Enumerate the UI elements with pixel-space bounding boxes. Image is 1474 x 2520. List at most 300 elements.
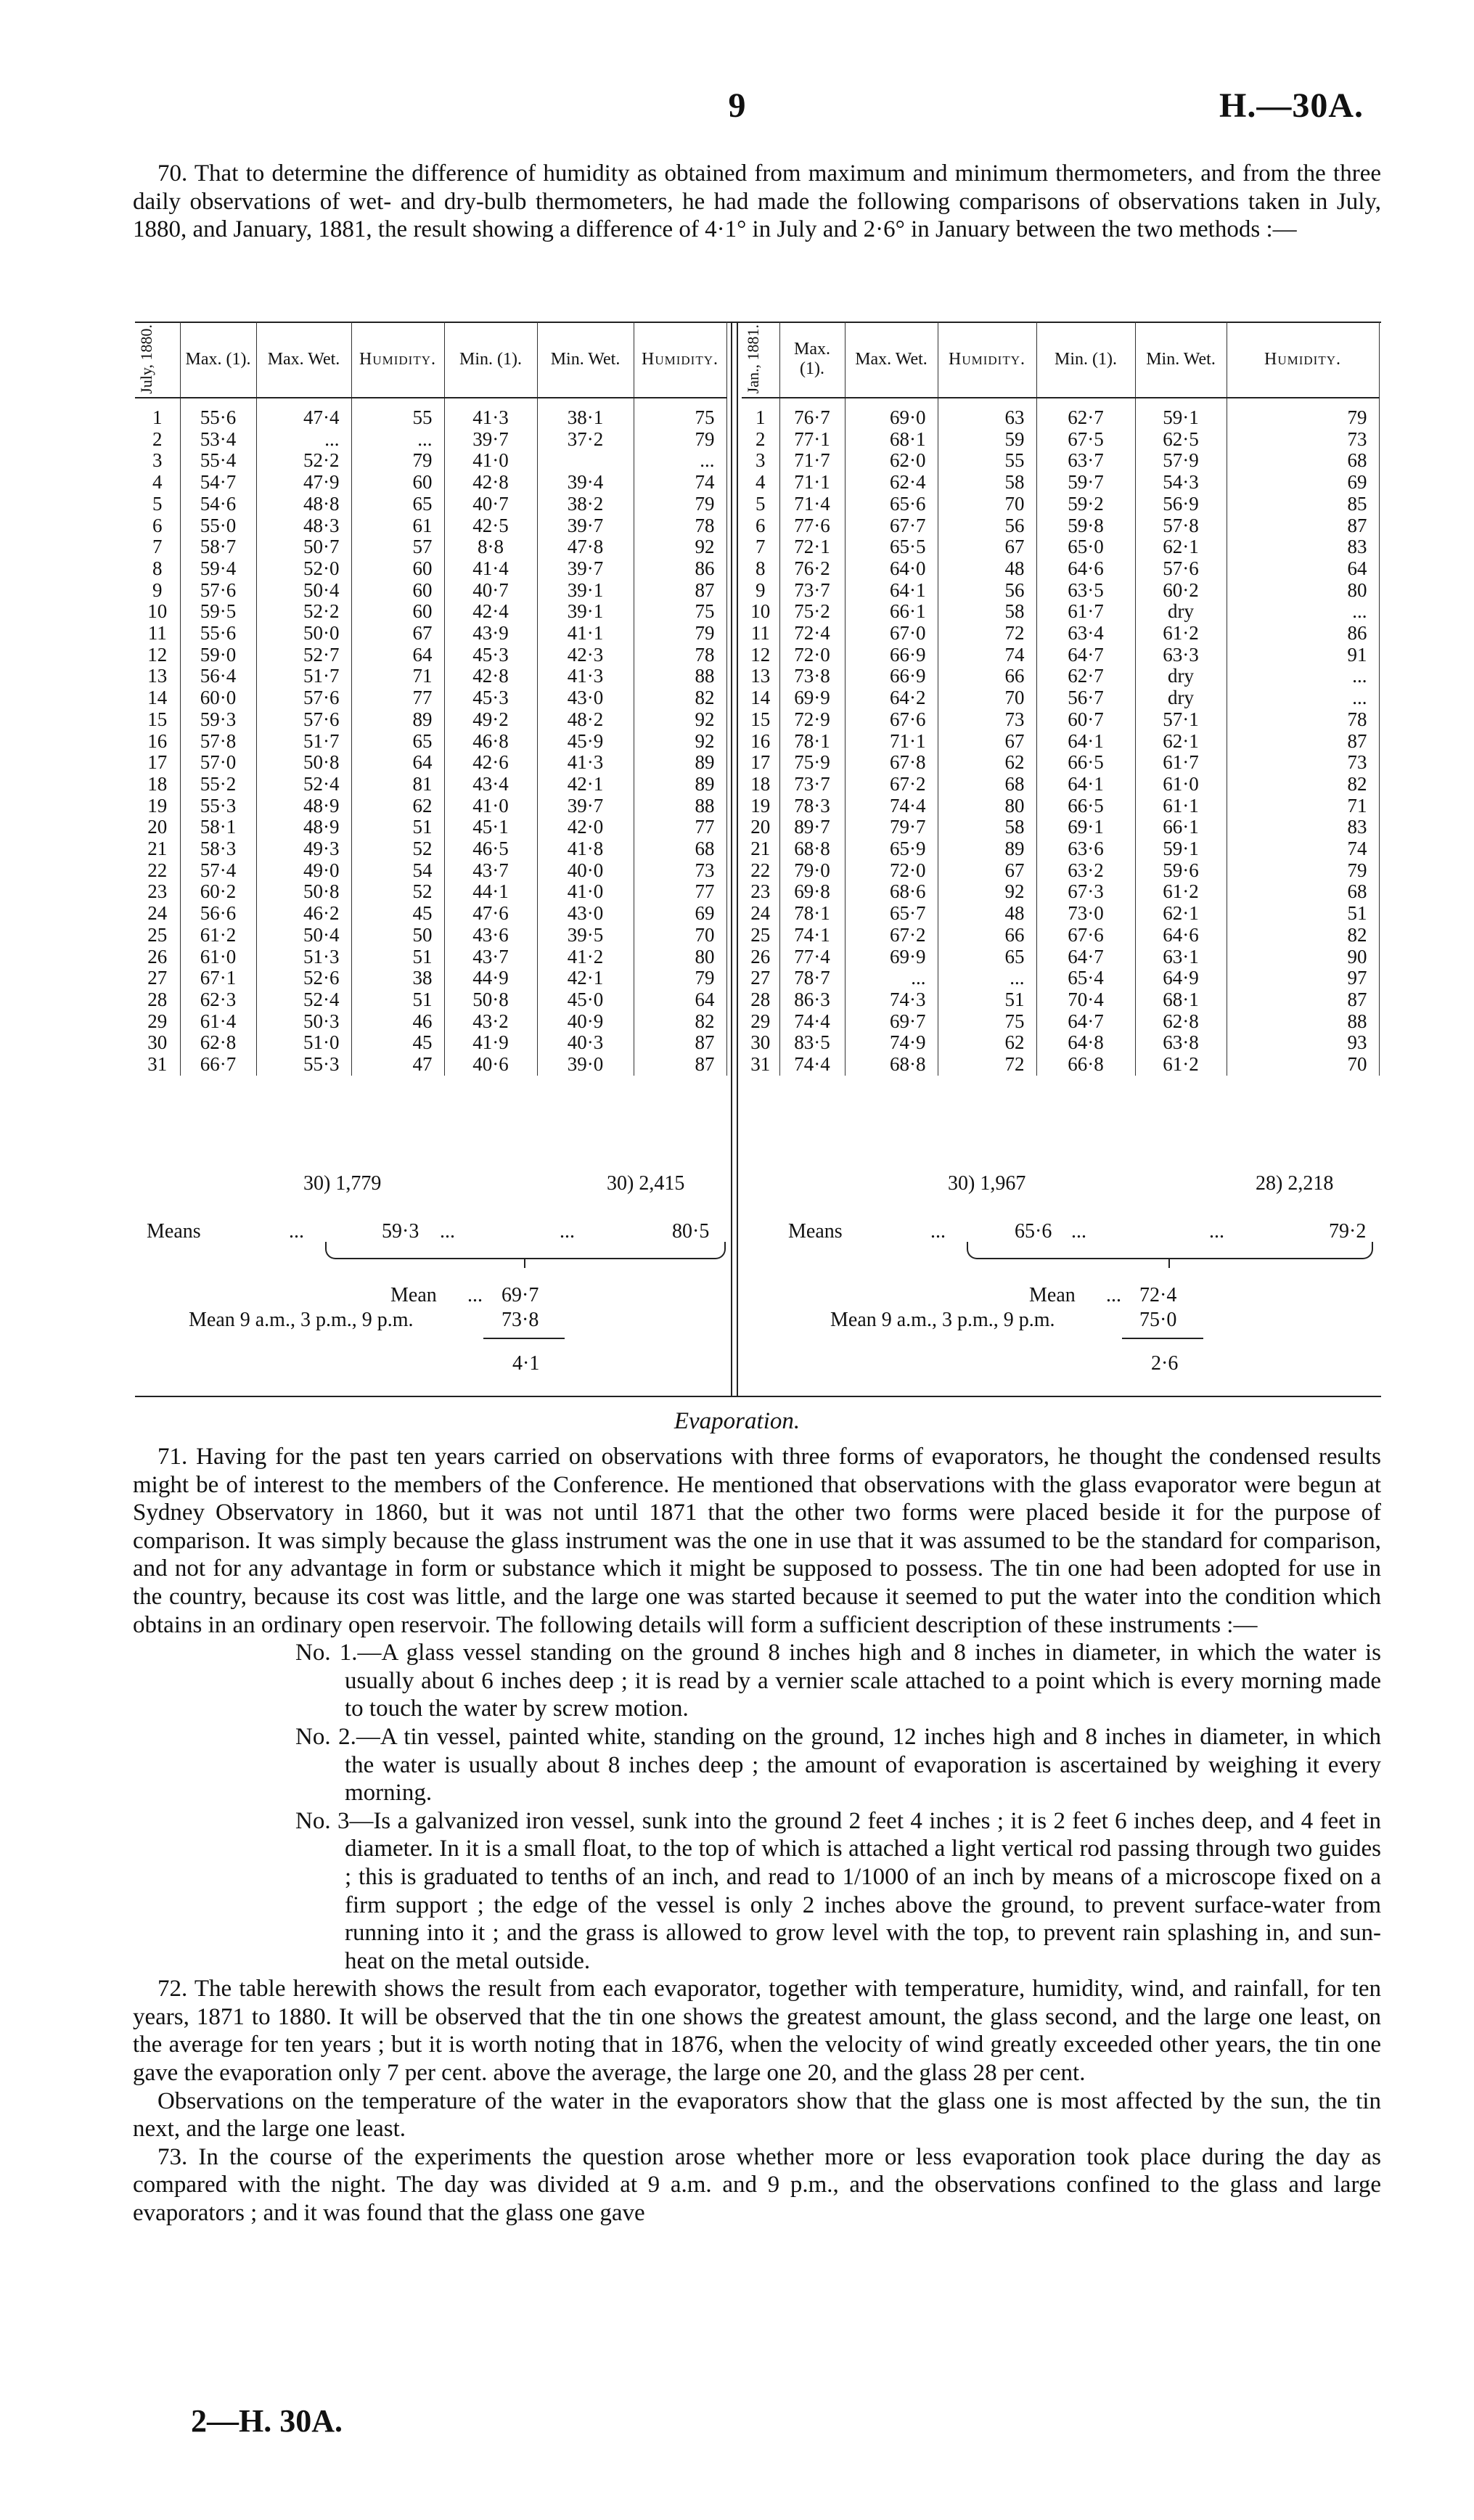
left-cell-max: 55·2 bbox=[180, 774, 256, 795]
table-row bbox=[135, 946, 726, 968]
left-cell-minwet: 42·1 bbox=[537, 774, 634, 795]
right-cell-max: 76·2 bbox=[779, 558, 845, 580]
right-cell-hum2: 87 bbox=[1227, 989, 1379, 1011]
page-reference: H.—30A. bbox=[1219, 86, 1364, 125]
left-cell-min: 42·6 bbox=[444, 752, 537, 774]
table-row bbox=[742, 666, 1379, 687]
right-cell-minwet: 62·8 bbox=[1135, 1011, 1227, 1033]
right-cell-max: 72·4 bbox=[779, 623, 845, 645]
right-cell-minwet: 64·6 bbox=[1135, 925, 1227, 946]
table-row bbox=[742, 623, 1379, 645]
july-means-dots: ... bbox=[289, 1220, 304, 1243]
table-row bbox=[135, 494, 726, 515]
right-cell-max: 78·7 bbox=[779, 968, 845, 989]
right-cell-hum1: 66 bbox=[938, 925, 1036, 946]
left-cell-hum1: 55 bbox=[351, 398, 444, 429]
table-row bbox=[742, 687, 1379, 709]
right-cell-hum1: 58 bbox=[938, 817, 1036, 838]
january-means-label: Means bbox=[788, 1220, 843, 1243]
left-cell-days: 16 bbox=[135, 731, 180, 753]
right-cell-max: 77·6 bbox=[779, 515, 845, 537]
left-cell-days: 5 bbox=[135, 494, 180, 515]
right-cell-maxwet: 74·3 bbox=[845, 989, 938, 1011]
right-cell-hum1: 62 bbox=[938, 1032, 1036, 1054]
right-cell-maxwet: 67·2 bbox=[845, 925, 938, 946]
january-mean-label: Mean bbox=[1029, 1284, 1076, 1306]
right-cell-maxwet: 65·6 bbox=[845, 494, 938, 515]
right-cell-hum1: 58 bbox=[938, 472, 1036, 494]
left-cell-hum2: 77 bbox=[634, 817, 726, 838]
left-cell-min: 41·4 bbox=[444, 558, 537, 580]
right-cell-hum2: 73 bbox=[1227, 429, 1379, 451]
left-cell-hum1: 71 bbox=[351, 666, 444, 687]
left-cell-hum1: 52 bbox=[351, 881, 444, 903]
right-cell-min: 64·7 bbox=[1036, 1011, 1135, 1033]
left-cell-maxwet: 51·0 bbox=[256, 1032, 351, 1054]
table-row bbox=[135, 687, 726, 709]
right-cell-days: 23 bbox=[742, 881, 779, 903]
right-cell-minwet: 61·2 bbox=[1135, 623, 1227, 645]
table-row bbox=[135, 795, 726, 817]
paragraph-71: 71. Having for the past ten years carried on observations with three forms of evaporators, he thought the condensed results might be of interest to the members of the Conference. He mentioned that observations with the glass evaporator were begun at Sydney Observatory in 1860, but it was not until 1871 that the other two forms were placed beside it for the purpose of comparison. It was simply because the glass instrument was the one in use that it was assumed to be the standard for comparison, and not for any advantage in form or substance which it might be supposed to possess. The tin one had been adopted for use in the country, because its cost was little, and the large one was started because it seemed to put the water into the condition which obtains in an ordinary open reservoir. The following details will form a sufficient description of these instruments :— bbox=[133, 1444, 1381, 1638]
left-cell-max: 57·6 bbox=[180, 580, 256, 602]
right-cell-max: 75·9 bbox=[779, 752, 845, 774]
right-cell-hum2: 85 bbox=[1227, 494, 1379, 515]
right-cell-min: 62·7 bbox=[1036, 398, 1135, 429]
left-cell-max: 54·7 bbox=[180, 472, 256, 494]
left-cell-maxwet: 51·7 bbox=[256, 666, 351, 687]
right-cell-max: 86·3 bbox=[779, 989, 845, 1011]
left-cell-hum2: ... bbox=[634, 450, 726, 472]
left-cell-hum2: 74 bbox=[634, 472, 726, 494]
january-mean9-value: 75·0 bbox=[1139, 1309, 1177, 1331]
right-cell-min: 59·7 bbox=[1036, 472, 1135, 494]
table-row bbox=[742, 494, 1379, 515]
left-cell-max: 55·6 bbox=[180, 623, 256, 645]
left-cell-days: 20 bbox=[135, 817, 180, 838]
left-cell-hum1: 45 bbox=[351, 903, 444, 925]
right-cell-minwet: 64·9 bbox=[1135, 968, 1227, 989]
right-cell-days: 3 bbox=[742, 450, 779, 472]
left-cell-hum2: 73 bbox=[634, 860, 726, 882]
left-cell-minwet: 43·0 bbox=[537, 903, 634, 925]
january-total-max: 30) 1,967 bbox=[948, 1172, 1026, 1195]
right-cell-maxwet: 67·8 bbox=[845, 752, 938, 774]
left-cell-days: 15 bbox=[135, 709, 180, 731]
right-cell-hum2: 87 bbox=[1227, 731, 1379, 753]
left-cell-min: 41·0 bbox=[444, 795, 537, 817]
left-cell-hum2: 92 bbox=[634, 731, 726, 753]
right-cell-min: 67·5 bbox=[1036, 429, 1135, 451]
left-cell-hum2: 86 bbox=[634, 558, 726, 580]
left-cell-days: 12 bbox=[135, 645, 180, 666]
right-cell-hum2: 64 bbox=[1227, 558, 1379, 580]
right-cell-hum1: 92 bbox=[938, 881, 1036, 903]
left-cell-hum2: 64 bbox=[634, 989, 726, 1011]
right-cell-days: 30 bbox=[742, 1032, 779, 1054]
left-cell-hum1: 51 bbox=[351, 946, 444, 968]
left-cell-min: 42·8 bbox=[444, 666, 537, 687]
right-cell-maxwet: 65·5 bbox=[845, 536, 938, 558]
left-cell-hum2: 78 bbox=[634, 645, 726, 666]
table-center-divider bbox=[731, 322, 738, 1396]
left-cell-min: 47·6 bbox=[444, 903, 537, 925]
right-cell-minwet: 61·1 bbox=[1135, 795, 1227, 817]
left-cell-hum2: 89 bbox=[634, 752, 726, 774]
right-cell-minwet: 56·9 bbox=[1135, 494, 1227, 515]
right-cell-max: 75·2 bbox=[779, 601, 845, 623]
left-cell-minwet: 37·2 bbox=[537, 429, 634, 451]
left-cell-hum1: 62 bbox=[351, 795, 444, 817]
right-cell-maxwet: 64·1 bbox=[845, 580, 938, 602]
right-cell-days: 29 bbox=[742, 1011, 779, 1033]
left-header-1: Max. (1). bbox=[180, 322, 256, 398]
right-cell-days: 6 bbox=[742, 515, 779, 537]
left-cell-hum1: 60 bbox=[351, 580, 444, 602]
left-cell-max: 56·6 bbox=[180, 903, 256, 925]
right-cell-maxwet: 74·4 bbox=[845, 795, 938, 817]
table-row bbox=[742, 450, 1379, 472]
left-cell-maxwet: 50·7 bbox=[256, 536, 351, 558]
left-cell-minwet: 41·3 bbox=[537, 666, 634, 687]
table-row bbox=[135, 536, 726, 558]
table-row bbox=[742, 429, 1379, 451]
right-cell-max: 71·1 bbox=[779, 472, 845, 494]
january-mean-max: 65·6 bbox=[1015, 1220, 1052, 1243]
right-cell-days: 20 bbox=[742, 817, 779, 838]
table-row bbox=[135, 472, 726, 494]
right-cell-min: 63·4 bbox=[1036, 623, 1135, 645]
left-cell-days: 7 bbox=[135, 536, 180, 558]
right-cell-hum1: 51 bbox=[938, 989, 1036, 1011]
right-cell-minwet: 60·2 bbox=[1135, 580, 1227, 602]
left-cell-maxwet: 52·0 bbox=[256, 558, 351, 580]
left-cell-days: 11 bbox=[135, 623, 180, 645]
paragraph-70-text: 70. That to determine the difference of humidity as obtained from maximum and minimum thermometers, and from the three daily observations of wet- and dry-bulb thermometers, he had made the following comparisons of observations taken in July, 1880, and January, 1881, the result showing a difference of 4·1° in July and 2·6° in January between the two methods :— bbox=[133, 160, 1381, 243]
table-row bbox=[135, 1032, 726, 1054]
left-cell-hum1: ... bbox=[351, 429, 444, 451]
right-cell-min: 63·5 bbox=[1036, 580, 1135, 602]
left-cell-minwet: 39·0 bbox=[537, 1054, 634, 1076]
left-cell-hum2: 70 bbox=[634, 925, 726, 946]
left-cell-hum1: 77 bbox=[351, 687, 444, 709]
left-cell-days: 1 bbox=[135, 398, 180, 429]
left-cell-minwet: 39·7 bbox=[537, 795, 634, 817]
left-cell-hum2: 92 bbox=[634, 709, 726, 731]
right-cell-min: 66·5 bbox=[1036, 752, 1135, 774]
left-cell-days: 18 bbox=[135, 774, 180, 795]
right-cell-hum1: 58 bbox=[938, 601, 1036, 623]
right-cell-max: 69·9 bbox=[779, 687, 845, 709]
right-cell-min: 65·0 bbox=[1036, 536, 1135, 558]
right-cell-days: 17 bbox=[742, 752, 779, 774]
left-cell-days: 9 bbox=[135, 580, 180, 602]
right-cell-hum2: 70 bbox=[1227, 1054, 1379, 1076]
right-cell-maxwet: 66·9 bbox=[845, 645, 938, 666]
right-cell-hum1: 70 bbox=[938, 494, 1036, 515]
right-cell-minwet: dry bbox=[1135, 687, 1227, 709]
right-cell-hum2: ... bbox=[1227, 687, 1379, 709]
july-mean-value: 69·7 bbox=[501, 1284, 539, 1306]
left-cell-minwet: 40·0 bbox=[537, 860, 634, 882]
right-cell-max: 71·4 bbox=[779, 494, 845, 515]
january-header-row bbox=[742, 322, 1379, 398]
left-cell-min: 49·2 bbox=[444, 709, 537, 731]
right-cell-days: 28 bbox=[742, 989, 779, 1011]
table-row bbox=[742, 515, 1379, 537]
right-cell-maxwet: 62·4 bbox=[845, 472, 938, 494]
left-cell-maxwet: 52·4 bbox=[256, 774, 351, 795]
right-cell-days: 9 bbox=[742, 580, 779, 602]
left-cell-hum2: 79 bbox=[634, 429, 726, 451]
left-cell-days: 29 bbox=[135, 1011, 180, 1033]
table-row bbox=[135, 838, 726, 860]
right-cell-hum2: 71 bbox=[1227, 795, 1379, 817]
left-cell-days: 31 bbox=[135, 1054, 180, 1076]
right-cell-min: 66·5 bbox=[1036, 795, 1135, 817]
january-table bbox=[742, 322, 1380, 1076]
left-header-2: Max. Wet. bbox=[256, 322, 351, 398]
july-brace bbox=[325, 1242, 726, 1259]
january-means-dots-3: ... bbox=[1209, 1220, 1224, 1243]
page-number: 9 bbox=[728, 86, 746, 125]
right-cell-minwet: 62·1 bbox=[1135, 536, 1227, 558]
left-cell-maxwet: 50·0 bbox=[256, 623, 351, 645]
table-row bbox=[135, 709, 726, 731]
right-cell-maxwet: 67·6 bbox=[845, 709, 938, 731]
table-row bbox=[742, 925, 1379, 946]
right-cell-minwet: 63·3 bbox=[1135, 645, 1227, 666]
left-cell-days: 22 bbox=[135, 860, 180, 882]
left-cell-min: 8·8 bbox=[444, 536, 537, 558]
right-cell-maxwet: 66·9 bbox=[845, 666, 938, 687]
right-cell-max: 74·1 bbox=[779, 925, 845, 946]
left-cell-min: 43·4 bbox=[444, 774, 537, 795]
instrument-no-2: No. 2.—A tin vessel, painted white, standing on the ground, 12 inches high and 8 inches in diameter, in which the water is usually about 8 inches deep ; the amount of evaporation is ascertained by weighing it every morning. bbox=[295, 1723, 1381, 1807]
right-cell-minwet: 57·1 bbox=[1135, 709, 1227, 731]
right-cell-min: 63·2 bbox=[1036, 860, 1135, 882]
right-cell-hum2: 51 bbox=[1227, 903, 1379, 925]
right-cell-hum1: 89 bbox=[938, 838, 1036, 860]
left-cell-min: 45·1 bbox=[444, 817, 537, 838]
right-cell-hum2: 83 bbox=[1227, 817, 1379, 838]
right-cell-hum1: 48 bbox=[938, 558, 1036, 580]
table-row bbox=[135, 860, 726, 882]
right-cell-hum1: 48 bbox=[938, 903, 1036, 925]
right-cell-maxwet: 62·0 bbox=[845, 450, 938, 472]
right-cell-hum1: 74 bbox=[938, 645, 1036, 666]
january-mean-min: 79·2 bbox=[1329, 1220, 1367, 1243]
left-cell-hum1: 57 bbox=[351, 536, 444, 558]
right-cell-maxwet: 71·1 bbox=[845, 731, 938, 753]
right-cell-minwet: dry bbox=[1135, 601, 1227, 623]
right-cell-min: 64·1 bbox=[1036, 774, 1135, 795]
left-cell-maxwet: 51·7 bbox=[256, 731, 351, 753]
left-cell-hum2: 79 bbox=[634, 968, 726, 989]
table-row bbox=[742, 472, 1379, 494]
left-cell-hum2: 78 bbox=[634, 515, 726, 537]
left-cell-min: 40·7 bbox=[444, 494, 537, 515]
table-row bbox=[742, 903, 1379, 925]
left-cell-days: 2 bbox=[135, 429, 180, 451]
left-cell-minwet: 41·2 bbox=[537, 946, 634, 968]
paragraph-72-continued: Observations on the temperature of the water in the evaporators show that the glass one is most affected by the sun, the tin next, and the large one least. bbox=[133, 2087, 1381, 2143]
right-cell-days: 11 bbox=[742, 623, 779, 645]
right-cell-max: 89·7 bbox=[779, 817, 845, 838]
left-cell-min: 43·2 bbox=[444, 1011, 537, 1033]
left-cell-hum1: 50 bbox=[351, 925, 444, 946]
left-cell-days: 23 bbox=[135, 881, 180, 903]
left-cell-hum2: 87 bbox=[634, 1032, 726, 1054]
left-cell-maxwet: 49·3 bbox=[256, 838, 351, 860]
left-cell-min: 43·6 bbox=[444, 925, 537, 946]
left-cell-minwet: 47·8 bbox=[537, 536, 634, 558]
table-row bbox=[742, 860, 1379, 882]
left-cell-max: 62·3 bbox=[180, 989, 256, 1011]
right-cell-maxwet: 67·2 bbox=[845, 774, 938, 795]
table-row bbox=[742, 1054, 1379, 1076]
right-header-4: Min. (1). bbox=[1036, 322, 1135, 398]
right-cell-hum1: 67 bbox=[938, 536, 1036, 558]
left-cell-maxwet: 50·3 bbox=[256, 1011, 351, 1033]
right-cell-max: 77·1 bbox=[779, 429, 845, 451]
right-cell-hum2: 79 bbox=[1227, 398, 1379, 429]
left-cell-minwet: 45·9 bbox=[537, 731, 634, 753]
left-cell-maxwet: 51·3 bbox=[256, 946, 351, 968]
table-row bbox=[742, 398, 1379, 429]
table-row bbox=[742, 989, 1379, 1011]
table-row bbox=[742, 946, 1379, 968]
table-row bbox=[135, 601, 726, 623]
july-mean-label: Mean bbox=[390, 1284, 437, 1306]
left-cell-hum2: 68 bbox=[634, 838, 726, 860]
left-cell-min: 43·7 bbox=[444, 946, 537, 968]
left-cell-hum1: 51 bbox=[351, 989, 444, 1011]
left-cell-hum1: 45 bbox=[351, 1032, 444, 1054]
table-row bbox=[135, 558, 726, 580]
right-cell-maxwet: 68·6 bbox=[845, 881, 938, 903]
right-cell-min: 63·6 bbox=[1036, 838, 1135, 860]
right-cell-max: 74·4 bbox=[779, 1011, 845, 1033]
left-cell-hum2: 87 bbox=[634, 580, 726, 602]
left-cell-minwet: 39·5 bbox=[537, 925, 634, 946]
left-cell-maxwet: 57·6 bbox=[256, 709, 351, 731]
right-cell-minwet: 63·1 bbox=[1135, 946, 1227, 968]
left-cell-hum1: 65 bbox=[351, 731, 444, 753]
table-row bbox=[742, 795, 1379, 817]
left-cell-max: 57·4 bbox=[180, 860, 256, 882]
left-cell-minwet: 39·1 bbox=[537, 601, 634, 623]
left-cell-days: 14 bbox=[135, 687, 180, 709]
right-cell-days: 13 bbox=[742, 666, 779, 687]
left-cell-max: 58·7 bbox=[180, 536, 256, 558]
left-cell-hum1: 67 bbox=[351, 623, 444, 645]
table-row bbox=[135, 398, 726, 429]
right-cell-min: 59·2 bbox=[1036, 494, 1135, 515]
right-cell-min: 64·7 bbox=[1036, 645, 1135, 666]
left-cell-max: 66·7 bbox=[180, 1054, 256, 1076]
left-header-period: July, 1880. bbox=[137, 324, 155, 394]
july-total-min: 30) 2,415 bbox=[607, 1172, 685, 1195]
right-cell-hum1: ... bbox=[938, 968, 1036, 989]
right-cell-days: 15 bbox=[742, 709, 779, 731]
right-cell-hum2: 74 bbox=[1227, 838, 1379, 860]
table-row bbox=[135, 881, 726, 903]
left-cell-hum2: 82 bbox=[634, 1011, 726, 1033]
left-cell-hum2: 77 bbox=[634, 881, 726, 903]
right-cell-hum1: 80 bbox=[938, 795, 1036, 817]
left-cell-hum1: 54 bbox=[351, 860, 444, 882]
left-cell-hum1: 38 bbox=[351, 968, 444, 989]
right-cell-days: 16 bbox=[742, 731, 779, 753]
right-cell-minwet: dry bbox=[1135, 666, 1227, 687]
right-cell-days: 21 bbox=[742, 838, 779, 860]
right-cell-maxwet: ... bbox=[845, 968, 938, 989]
left-cell-maxwet: 49·0 bbox=[256, 860, 351, 882]
left-cell-hum1: 47 bbox=[351, 1054, 444, 1076]
left-header-6: Humidity. bbox=[634, 322, 726, 398]
right-cell-hum2: 68 bbox=[1227, 881, 1379, 903]
right-cell-min: 62·7 bbox=[1036, 666, 1135, 687]
right-cell-minwet: 62·1 bbox=[1135, 903, 1227, 925]
right-cell-min: 67·3 bbox=[1036, 881, 1135, 903]
left-cell-min: 50·8 bbox=[444, 989, 537, 1011]
january-brace-tip bbox=[1168, 1258, 1170, 1268]
left-cell-hum1: 51 bbox=[351, 817, 444, 838]
right-cell-max: 76·7 bbox=[779, 398, 845, 429]
left-cell-minwet: 38·2 bbox=[537, 494, 634, 515]
left-cell-maxwet: 48·9 bbox=[256, 795, 351, 817]
right-cell-min: 64·8 bbox=[1036, 1032, 1135, 1054]
right-cell-minwet: 54·3 bbox=[1135, 472, 1227, 494]
table-row bbox=[135, 925, 726, 946]
right-cell-minwet: 61·2 bbox=[1135, 1054, 1227, 1076]
right-cell-minwet: 59·6 bbox=[1135, 860, 1227, 882]
right-cell-maxwet: 79·7 bbox=[845, 817, 938, 838]
right-cell-minwet: 57·8 bbox=[1135, 515, 1227, 537]
right-cell-days: 26 bbox=[742, 946, 779, 968]
left-cell-minwet: 39·7 bbox=[537, 515, 634, 537]
right-cell-hum1: 72 bbox=[938, 1054, 1036, 1076]
left-cell-max: 59·5 bbox=[180, 601, 256, 623]
right-cell-maxwet: 68·8 bbox=[845, 1054, 938, 1076]
left-cell-maxwet: 52·4 bbox=[256, 989, 351, 1011]
left-cell-days: 13 bbox=[135, 666, 180, 687]
left-cell-maxwet: 50·4 bbox=[256, 580, 351, 602]
left-cell-max: 58·1 bbox=[180, 817, 256, 838]
january-mean-dots: ... bbox=[1106, 1284, 1121, 1306]
right-cell-max: 71·7 bbox=[779, 450, 845, 472]
evaporation-heading: Evaporation. bbox=[673, 1408, 801, 1434]
right-cell-days: 24 bbox=[742, 903, 779, 925]
left-cell-days: 10 bbox=[135, 601, 180, 623]
right-cell-hum2: 83 bbox=[1227, 536, 1379, 558]
left-cell-min: 40·7 bbox=[444, 580, 537, 602]
right-cell-max: 83·5 bbox=[779, 1032, 845, 1054]
left-cell-minwet: 48·2 bbox=[537, 709, 634, 731]
left-cell-maxwet: 47·4 bbox=[256, 398, 351, 429]
left-cell-min: 43·9 bbox=[444, 623, 537, 645]
left-cell-minwet: 42·3 bbox=[537, 645, 634, 666]
left-cell-maxwet: 50·4 bbox=[256, 925, 351, 946]
left-cell-hum2: 92 bbox=[634, 536, 726, 558]
left-cell-maxwet: 50·8 bbox=[256, 752, 351, 774]
right-cell-hum2: 88 bbox=[1227, 1011, 1379, 1033]
left-cell-hum2: 79 bbox=[634, 623, 726, 645]
left-cell-hum1: 81 bbox=[351, 774, 444, 795]
right-cell-min: 67·6 bbox=[1036, 925, 1135, 946]
table-row bbox=[135, 774, 726, 795]
